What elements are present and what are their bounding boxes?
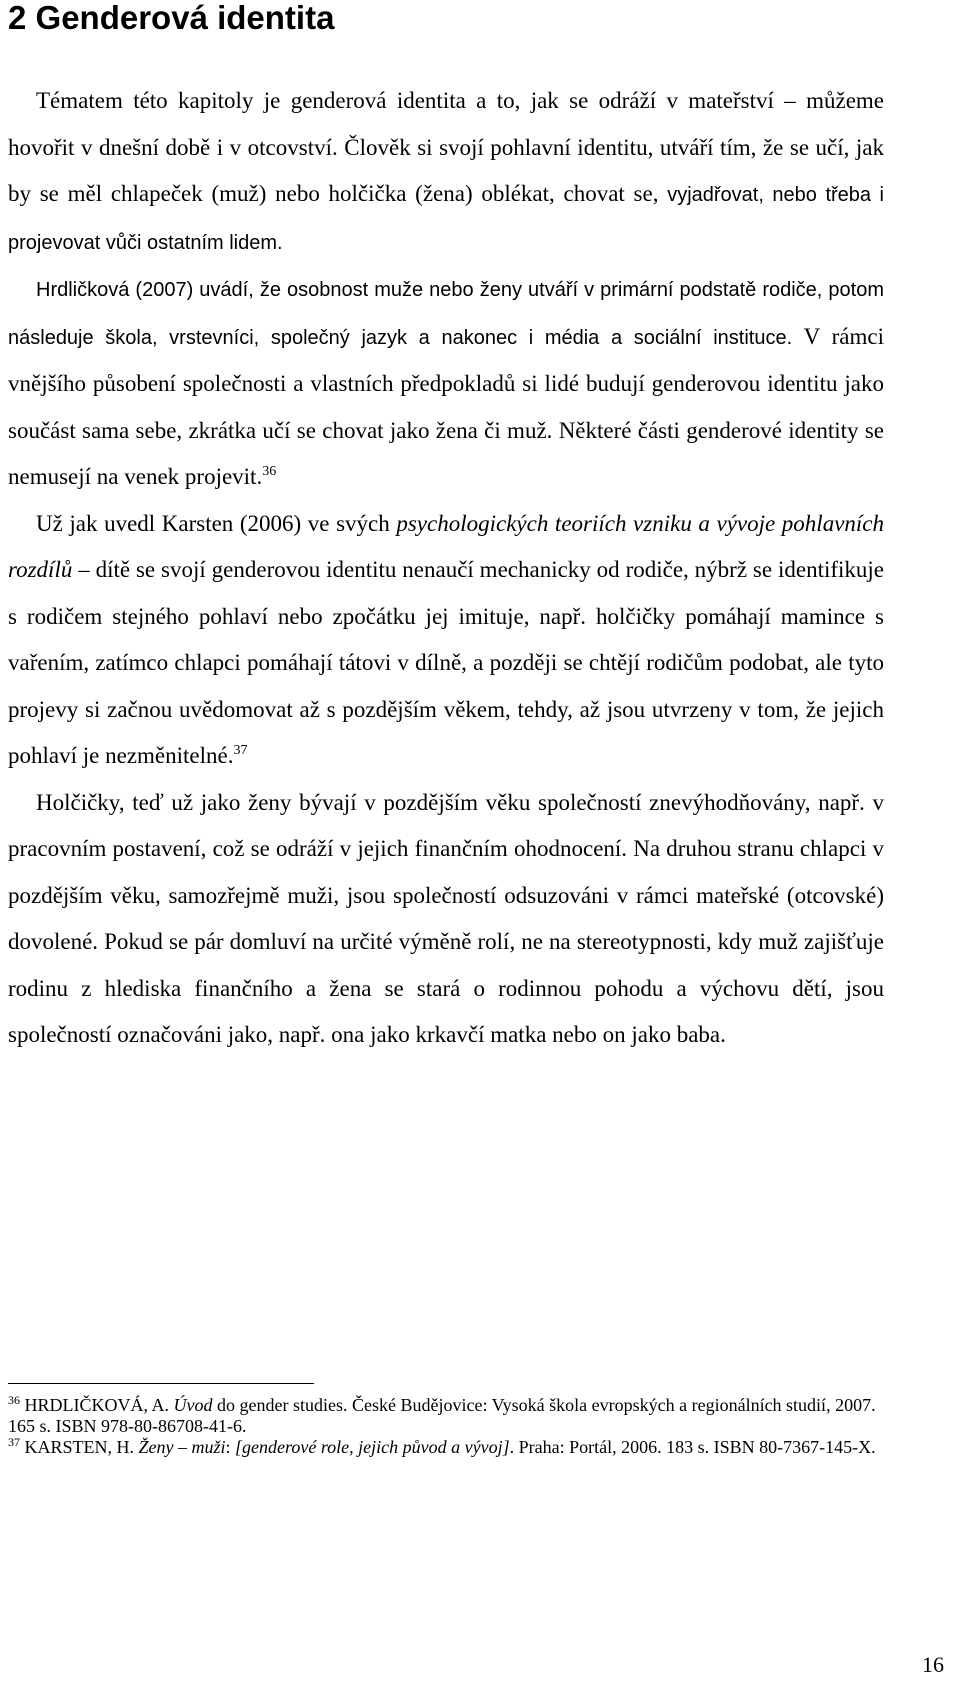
paragraph-text: Hrdličková (2007) uvádí, že osobnost muže nebo ženy utváří v primární podstatě rodiče, potom následuje škola, vrstevníci, společný jazyk a nakonec i média a sociální instituce.	[8, 279, 884, 349]
footnote-reference: 37	[233, 743, 248, 758]
footnotes	[8, 1395, 884, 1458]
paragraph	[8, 780, 884, 1059]
footnote-reference: 36	[262, 464, 277, 479]
footnote-number: 37	[8, 1435, 20, 1449]
body-text	[8, 78, 884, 1059]
paragraph	[8, 266, 884, 501]
paragraph-text: Holčičky, teď už jako ženy bývají v pozdějším věku společností znevýhodňovány, např. v pracovním postavení, což se odráží v jejich finančním ohodnocení. Na druhou stranu chlapci v pozdějším věku, samozřejmě muži, jsou společností odsuzováni v rámci mateřské (otcovské) dovolené. Pokud se pár domluví na určité výměně rolí, ne na stereotypnosti, kdy muž zajišťuje rodinu z hlediska finančního a žena se stará o rodinnou pohodu a výchovu dětí, jsou společností označováni jako, např. ona jako krkavčí matka nebo on jako baba.	[8, 789, 884, 1047]
chapter-heading: 2 Genderová identita	[8, 0, 335, 36]
paragraph-text: vyjadřovat, nebo třeba i projevovat vůči ostatním lidem.	[8, 184, 885, 254]
paragraph	[8, 78, 884, 266]
italic-title: psychologických teoriích vzniku a vývoje pohlavních rozdílů	[8, 510, 885, 582]
page-number: 16	[922, 1652, 944, 1677]
paragraph-text: Už jak uvedl Karsten (2006) ve svých	[36, 510, 390, 536]
footnote-author: HRDLIČKOVÁ, A.	[24, 1395, 170, 1415]
footnote-separator	[8, 1383, 314, 1384]
footnote-text: do gender studies. České Budějovice: Vysoká škola evropských a regionálních studií, 2007. 165 s. ISBN 978-80-86708-41-6.	[8, 1395, 876, 1436]
paragraph	[8, 501, 884, 780]
footnote-title-separator: :	[225, 1437, 231, 1457]
footnote-author: KARSTEN, H.	[24, 1437, 135, 1457]
footnote-text: . Praha: Portál, 2006. 183 s. ISBN 80-7367-145-X.	[509, 1437, 876, 1457]
footnote-title: Úvod	[173, 1395, 213, 1415]
paragraph-text: – dítě se svojí genderovou identitu nenaučí mechanicky od rodiče, nýbrž se identifikuje s rodičem stejného pohlaví nebo zpočátku jej imituje, např. holčičky pomáhají mamince s vařením, zatímco chlapci pomáhají tátovi v dílně, a později se chtějí rodičům podobat, ale tyto projevy si začnou uvědomovat až s pozdějším věkem, tehdy, až jsou utvrzeny v tom, že jejich pohlaví je nezměnitelné.	[8, 557, 885, 768]
footnote-subtitle: [genderové role, jejich původ a vývoj]	[235, 1437, 510, 1457]
paragraph-text: Tématem této kapitoly je genderová identita a to, jak se odráží v mateřství – můžeme hovořit v dnešní době i v otcovství. Člověk si svojí pohlavní identitu, utváří tím, že se učí, jak by se měl chlapeček (muž) nebo holčička (žena) oblékat, chovat se,	[8, 88, 884, 206]
footnote	[8, 1437, 884, 1458]
footnote-number: 36	[8, 1393, 20, 1407]
paragraph-text: V rámci vnějšího působení společnosti a vlastních předpokladů si lidé budují genderovou identitu jako součást sama sebe, zkrátka učí se chovat jako žena či muž. Některé části genderové identity se nemusejí na venek projevit.	[8, 323, 884, 489]
footnote-title: Ženy – muži	[138, 1437, 226, 1457]
footnote	[8, 1395, 884, 1437]
